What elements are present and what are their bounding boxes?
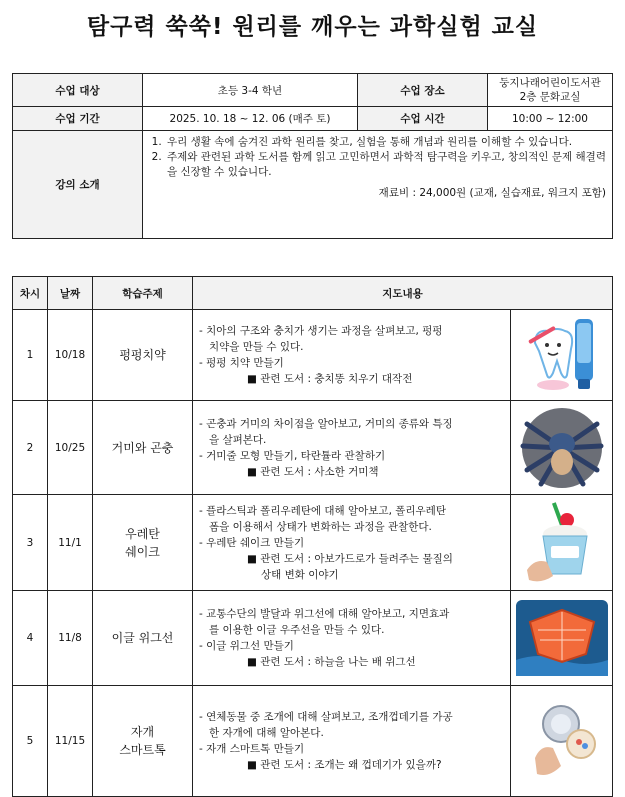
content-line: - 거미줄 모형 만들기, 타란튤라 관찰하기 bbox=[199, 449, 386, 462]
period-label: 수업 기간 bbox=[13, 107, 143, 131]
tarantula-icon bbox=[517, 406, 607, 490]
target-label: 수업 대상 bbox=[13, 74, 143, 107]
content-line: 폼을 이용해서 상태가 변화하는 과정을 관찰한다. bbox=[209, 520, 432, 533]
place-line1: 둥지나래어린이도서관 bbox=[499, 77, 601, 89]
topic-line: 거미와 곤충 bbox=[111, 440, 174, 455]
session-date: 10/25 bbox=[48, 401, 93, 495]
place-line2: 2층 문화교실 bbox=[519, 91, 581, 103]
session-content bbox=[193, 401, 511, 495]
content-line: 한 자개에 대해 알아본다. bbox=[209, 727, 324, 739]
content-line: 치약을 만들 수 있다. bbox=[209, 341, 304, 353]
schedule-table bbox=[12, 276, 613, 797]
related-book: ■ 관련 도서 : 사소한 거미책 bbox=[247, 465, 379, 478]
intro-item: 1. 우리 생활 속에 숨겨진 과학 원리를 찾고, 실험을 통해 개념과 원리를 이해할 수 있습니다. bbox=[165, 135, 606, 150]
session-topic bbox=[93, 495, 193, 591]
topic-line: 이글 위그선 bbox=[111, 631, 174, 645]
session-topic bbox=[93, 310, 193, 401]
topic-line: 펑펑치약 bbox=[119, 348, 166, 362]
session-number: 3 bbox=[13, 495, 48, 591]
table-row bbox=[13, 686, 613, 797]
header-topic: 학습주제 bbox=[93, 277, 193, 310]
session-image bbox=[511, 495, 613, 591]
table-row bbox=[13, 591, 613, 686]
fee-text: 재료비 : 24,000원 (교재, 실습재료, 워크지 포함) bbox=[378, 187, 606, 199]
header-content: 지도내용 bbox=[193, 277, 613, 310]
related-book: ■ 관련 도서 : 조개는 왜 껍데기가 있을까? bbox=[247, 759, 442, 771]
topic-line: 스마트톡 bbox=[119, 743, 166, 757]
intro-content bbox=[143, 131, 613, 239]
topic-line: 쉐이크 bbox=[125, 544, 160, 559]
intro-label: 강의 소개 bbox=[13, 131, 143, 239]
session-topic bbox=[93, 591, 193, 686]
intro-item: 2. 주제와 관련된 과학 도서를 함께 읽고 고민하면서 과학적 탐구력을 키우고, 창의적인 문제 해결력을 신장할 수 있습니다. bbox=[165, 150, 606, 180]
target-value: 초등 3-4 학년 bbox=[143, 74, 358, 107]
smart-tok-icon bbox=[517, 696, 607, 786]
content-line: - 펑펑 치약 만들기 bbox=[199, 357, 284, 369]
place-value bbox=[488, 74, 613, 107]
session-content bbox=[193, 495, 511, 591]
session-number: 2 bbox=[13, 401, 48, 495]
table-row bbox=[13, 495, 613, 591]
topic-line: 우레탄 bbox=[125, 526, 160, 541]
session-date: 11/15 bbox=[48, 686, 93, 797]
header-date: 날짜 bbox=[48, 277, 93, 310]
content-line: - 치아의 구조와 충치가 생기는 과정을 살펴보고, 펑펑 bbox=[199, 325, 443, 337]
related-book: ■ 관련 도서 : 아보가드로가 들려주는 물질의 bbox=[247, 552, 453, 565]
table-row bbox=[13, 310, 613, 401]
session-topic bbox=[93, 401, 193, 495]
session-date: 11/1 bbox=[48, 495, 93, 591]
session-number: 1 bbox=[13, 310, 48, 401]
session-number: 5 bbox=[13, 686, 48, 797]
time-value: 10:00 ~ 12:00 bbox=[488, 107, 613, 131]
content-line: - 곤충과 거미의 차이점을 알아보고, 거미의 종류와 특징 bbox=[199, 417, 453, 430]
topic-line: 자개 bbox=[130, 725, 155, 739]
session-image bbox=[511, 401, 613, 495]
content-line: 을 살펴본다. bbox=[209, 433, 267, 446]
related-book-cont: 상태 변화 이야기 bbox=[261, 568, 339, 581]
session-topic bbox=[93, 686, 193, 797]
content-line: - 플라스틱과 폴리우레탄에 대해 알아보고, 폴리우레탄 bbox=[199, 504, 446, 517]
shake-cup-icon bbox=[517, 500, 607, 586]
related-book: ■ 관련 도서 : 하늘을 나는 배 위그선 bbox=[247, 656, 416, 668]
place-label: 수업 장소 bbox=[358, 74, 488, 107]
content-line: - 이글 위그선 만들기 bbox=[199, 640, 294, 652]
content-line: 를 이용한 이글 우주선을 만들 수 있다. bbox=[209, 624, 385, 636]
session-image bbox=[511, 591, 613, 686]
table-row bbox=[13, 401, 613, 495]
content-line: - 자개 스마트톡 만들기 bbox=[199, 743, 305, 755]
session-content bbox=[193, 591, 511, 686]
session-content bbox=[193, 310, 511, 401]
period-value: 2025. 10. 18 ~ 12. 06 (매주 토) bbox=[143, 107, 358, 131]
wig-craft-icon bbox=[516, 600, 608, 676]
page-title: 탐구력 쑥쑥! 원리를 깨우는 과학실험 교실 bbox=[86, 14, 539, 40]
toothpaste-icon bbox=[517, 315, 607, 395]
session-number: 4 bbox=[13, 591, 48, 686]
session-image bbox=[511, 686, 613, 797]
time-label: 수업 시간 bbox=[358, 107, 488, 131]
session-content bbox=[193, 686, 511, 797]
session-image bbox=[511, 310, 613, 401]
class-info-table bbox=[12, 73, 613, 239]
session-date: 11/8 bbox=[48, 591, 93, 686]
header-session: 차시 bbox=[13, 277, 48, 310]
related-book: ■ 관련 도서 : 충치똥 치우기 대작전 bbox=[247, 373, 413, 385]
content-line: - 교통수단의 발달과 위그선에 대해 알아보고, 지면효과 bbox=[199, 608, 450, 620]
content-line: - 우레탄 쉐이크 만들기 bbox=[199, 536, 305, 549]
content-line: - 연체동물 중 조개에 대해 살펴보고, 조개껍데기를 가공 bbox=[199, 711, 453, 723]
session-date: 10/18 bbox=[48, 310, 93, 401]
